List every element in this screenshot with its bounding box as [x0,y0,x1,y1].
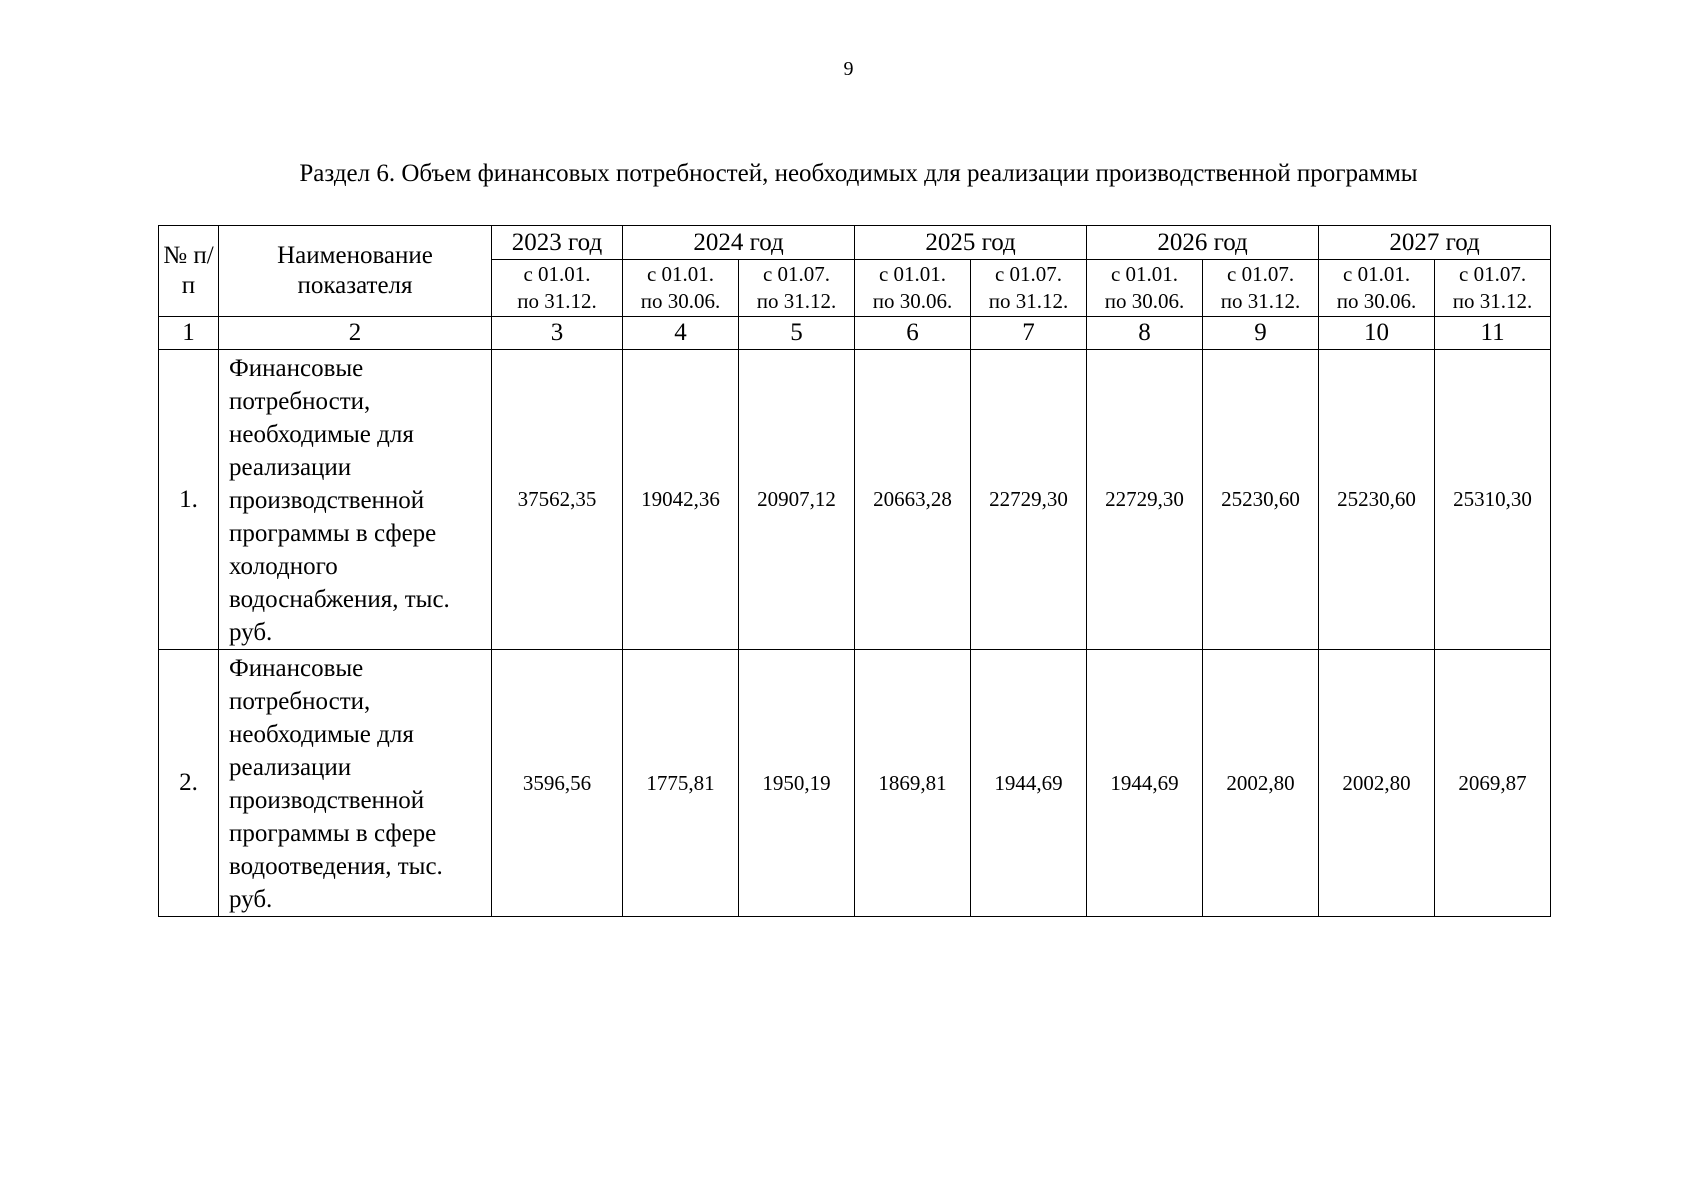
column-index: 2 [219,317,492,350]
header-period: с 01.01. по 30.06. [1319,260,1435,317]
value-cell: 22729,30 [971,350,1087,650]
header-period: с 01.07. по 31.12. [971,260,1087,317]
row-number: 1. [159,350,219,650]
value-cell: 2069,87 [1435,650,1551,917]
header-year: 2023 год [492,226,623,260]
header-period: с 01.07. по 31.12. [1203,260,1319,317]
value-cell: 2002,80 [1319,650,1435,917]
value-cell: 20907,12 [739,350,855,650]
value-cell: 1944,69 [1087,650,1203,917]
header-year: 2026 год [1087,226,1319,260]
column-index-row [159,317,1551,350]
column-index: 6 [855,317,971,350]
value-cell: 20663,28 [855,350,971,650]
table-row [159,650,1551,917]
indicator-name: Финансовые потребности, необходимые для реализации производственной программы в сфере холодного водоснабжения, тыс. руб. [219,350,492,650]
value-cell: 1869,81 [855,650,971,917]
column-index: 4 [623,317,739,350]
header-period: с 01.01. по 30.06. [623,260,739,317]
column-index: 9 [1203,317,1319,350]
value-cell: 1950,19 [739,650,855,917]
header-period: с 01.07. по 31.12. [1435,260,1551,317]
header-year: 2025 год [855,226,1087,260]
page-number: 9 [843,58,854,80]
section-title: Раздел 6. Объем финансовых потребностей, необходимых для реализации производственной программы [299,160,1418,187]
table-row [159,350,1551,650]
header-number: № п/п [159,226,219,317]
column-index: 7 [971,317,1087,350]
column-index: 8 [1087,317,1203,350]
row-number: 2. [159,650,219,917]
header-indicator-name: Наименование показателя [219,226,492,317]
header-year: 2024 год [623,226,855,260]
column-index: 11 [1435,317,1551,350]
value-cell: 3596,56 [492,650,623,917]
header-period: с 01.01. по 30.06. [855,260,971,317]
value-cell: 19042,36 [623,350,739,650]
value-cell: 37562,35 [492,350,623,650]
column-index: 5 [739,317,855,350]
header-period: с 01.01. по 30.06. [1087,260,1203,317]
value-cell: 1944,69 [971,650,1087,917]
indicator-name: Финансовые потребности, необходимые для реализации производственной программы в сфере водоотведения, тыс. руб. [219,650,492,917]
value-cell: 22729,30 [1087,350,1203,650]
column-index: 1 [159,317,219,350]
value-cell: 25230,60 [1319,350,1435,650]
header-row-years [159,226,1551,260]
value-cell: 1775,81 [623,650,739,917]
value-cell: 25230,60 [1203,350,1319,650]
financial-needs-table [158,225,1551,917]
header-year: 2027 год [1319,226,1551,260]
column-index: 10 [1319,317,1435,350]
header-period: с 01.07. по 31.12. [739,260,855,317]
value-cell: 25310,30 [1435,350,1551,650]
value-cell: 2002,80 [1203,650,1319,917]
column-index: 3 [492,317,623,350]
header-period: с 01.01. по 31.12. [492,260,623,317]
